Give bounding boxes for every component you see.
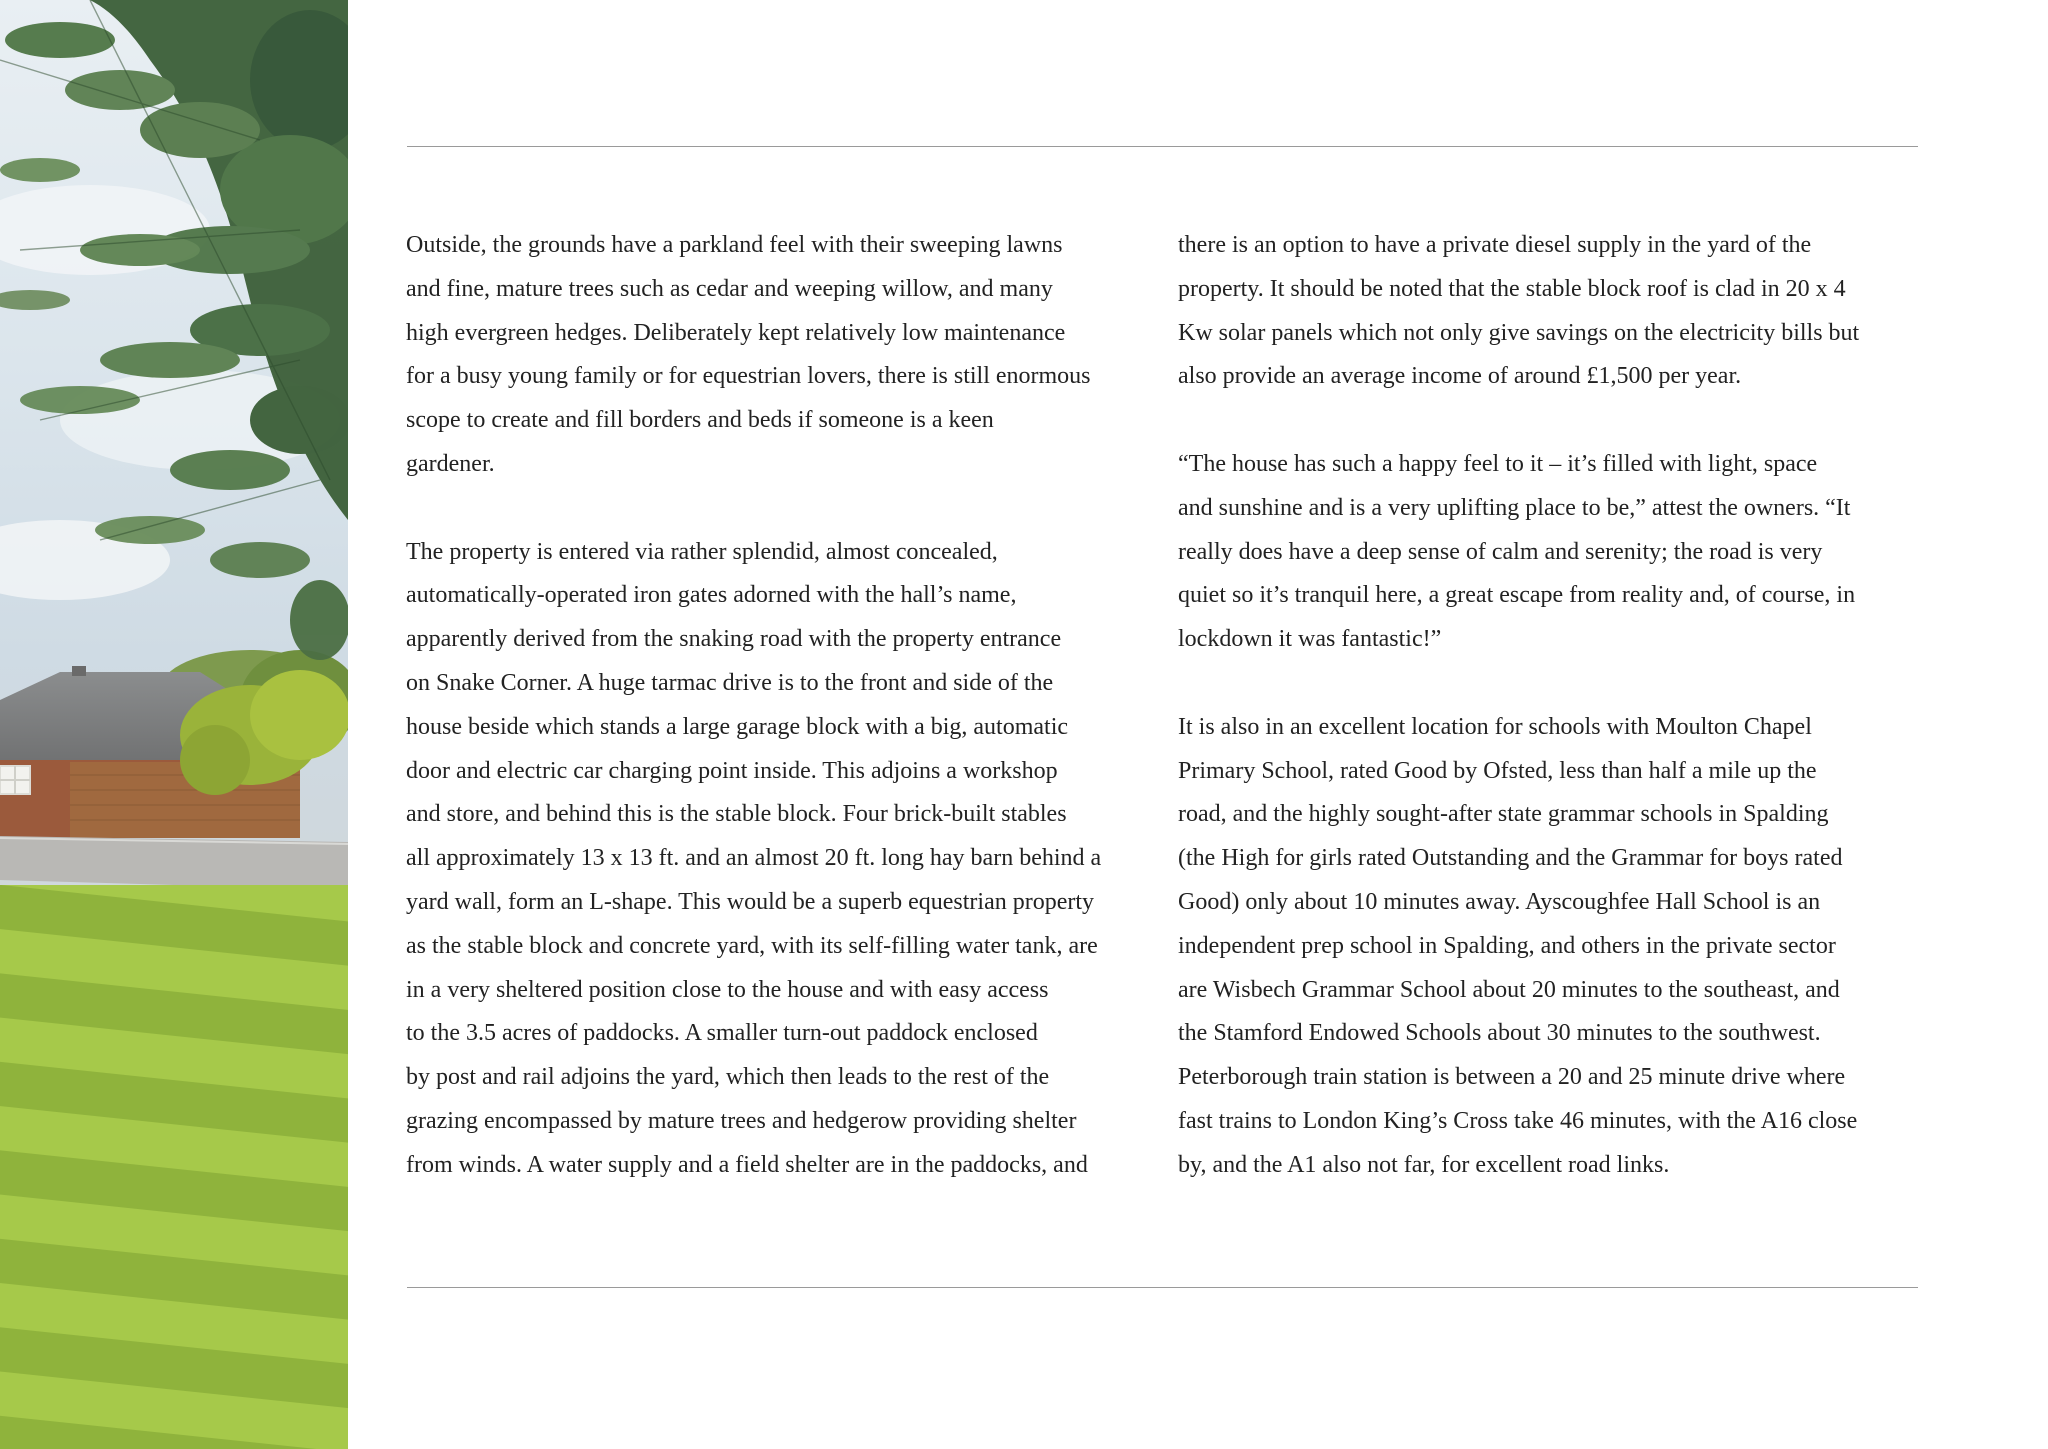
paragraph-schools (1178, 706, 1938, 1188)
paragraph-grounds (406, 224, 1166, 487)
text-line: all approximately 13 x 13 ft. and an almost 20 ft. long hay barn behind a (406, 845, 1102, 872)
text-line: Good) only about 10 minutes away. Ayscoughfee Hall School is an (1178, 888, 1821, 915)
text-line: The property is entered via rather splendid, almost concealed, (406, 538, 998, 565)
text-line: and sunshine and is a very uplifting place to be,” attest the owners. “It (1178, 494, 1851, 521)
text-line: Primary School, rated Good by Ofsted, less than half a mile up the (1178, 757, 1817, 784)
text-line: from winds. A water supply and a field shelter are in the paddocks, and (406, 1151, 1088, 1178)
text-line: quiet so it’s tranquil here, a great escape from reality and, of course, in (1178, 582, 1856, 609)
text-line: there is an option to have a private diesel supply in the yard of the (1178, 232, 1812, 258)
paragraph-owner-quote (1178, 443, 1938, 662)
text-line: Outside, the grounds have a parkland feel with their sweeping lawns (406, 232, 1063, 258)
text-line: on Snake Corner. A huge tarmac drive is to the front and side of the (406, 669, 1054, 696)
text-line: as the stable block and concrete yard, with its self-filling water tank, are (406, 932, 1098, 959)
top-divider (407, 146, 1918, 147)
text-line: road, and the highly sought-after state grammar schools in Spalding (1178, 801, 1829, 828)
garden-house-image (0, 0, 348, 1449)
text-line: and fine, mature trees such as cedar and weeping willow, and many (406, 275, 1053, 302)
text-line: automatically-operated iron gates adorned with the hall’s name, (406, 582, 1017, 609)
text-line: fast trains to London King’s Cross take 46 minutes, with the A16 close (1178, 1107, 1858, 1134)
text-line: lockdown it was fantastic!” (1178, 626, 1442, 653)
text-line: gardener. (406, 450, 495, 477)
text-line: Kw solar panels which not only give savings on the electricity bills but (1178, 319, 1860, 346)
article-column-right (1178, 224, 1938, 1231)
text-line: yard wall, form an L-shape. This would be a superb equestrian property (406, 888, 1095, 915)
text-line: by post and rail adjoins the yard, which then leads to the rest of the (406, 1064, 1050, 1091)
text-line: are Wisbech Grammar School about 20 minutes to the southeast, and (1178, 976, 1840, 1003)
text-line: the Stamford Endowed Schools about 30 minutes to the southwest. (1178, 1020, 1821, 1047)
text-line: high evergreen hedges. Deliberately kept relatively low maintenance (406, 319, 1066, 346)
text-line: apparently derived from the snaking road with the property entrance (406, 626, 1062, 653)
article-column-left (406, 224, 1166, 1231)
text-line: grazing encompassed by mature trees and hedgerow providing shelter (406, 1107, 1077, 1134)
text-line: and store, and behind this is the stable block. Four brick-built stables (406, 801, 1067, 828)
text-line: It is also in an excellent location for schools with Moulton Chapel (1178, 713, 1812, 740)
text-line: for a busy young family or for equestrian lovers, there is still enormous (406, 363, 1091, 390)
text-line: really does have a deep sense of calm and serenity; the road is very (1178, 538, 1823, 565)
text-line: scope to create and fill borders and beds if someone is a keen (406, 407, 994, 434)
text-line: Peterborough train station is between a 20 and 25 minute drive where (1178, 1064, 1846, 1091)
text-line: door and electric car charging point inside. This adjoins a workshop (406, 757, 1058, 784)
text-line: property. It should be noted that the stable block roof is clad in 20 x 4 (1178, 275, 1846, 302)
paragraph-solar (1178, 224, 1938, 399)
text-line: also provide an average income of around £1,500 per year. (1178, 363, 1742, 390)
paragraph-entrance-stables (406, 531, 1166, 1188)
text-line: “The house has such a happy feel to it – it’s filled with light, space (1178, 450, 1818, 477)
text-line: to the 3.5 acres of paddocks. A smaller turn-out paddock enclosed (406, 1020, 1038, 1047)
bottom-divider (407, 1287, 1918, 1288)
text-line: house beside which stands a large garage block with a big, automatic (406, 713, 1069, 740)
text-line: (the High for girls rated Outstanding and the Grammar for boys rated (1178, 845, 1843, 872)
property-photo (0, 0, 348, 1449)
text-line: by, and the A1 also not far, for excellent road links. (1178, 1151, 1670, 1178)
text-line: independent prep school in Spalding, and others in the private sector (1178, 932, 1836, 959)
text-line: in a very sheltered position close to the house and with easy access (406, 976, 1049, 1003)
